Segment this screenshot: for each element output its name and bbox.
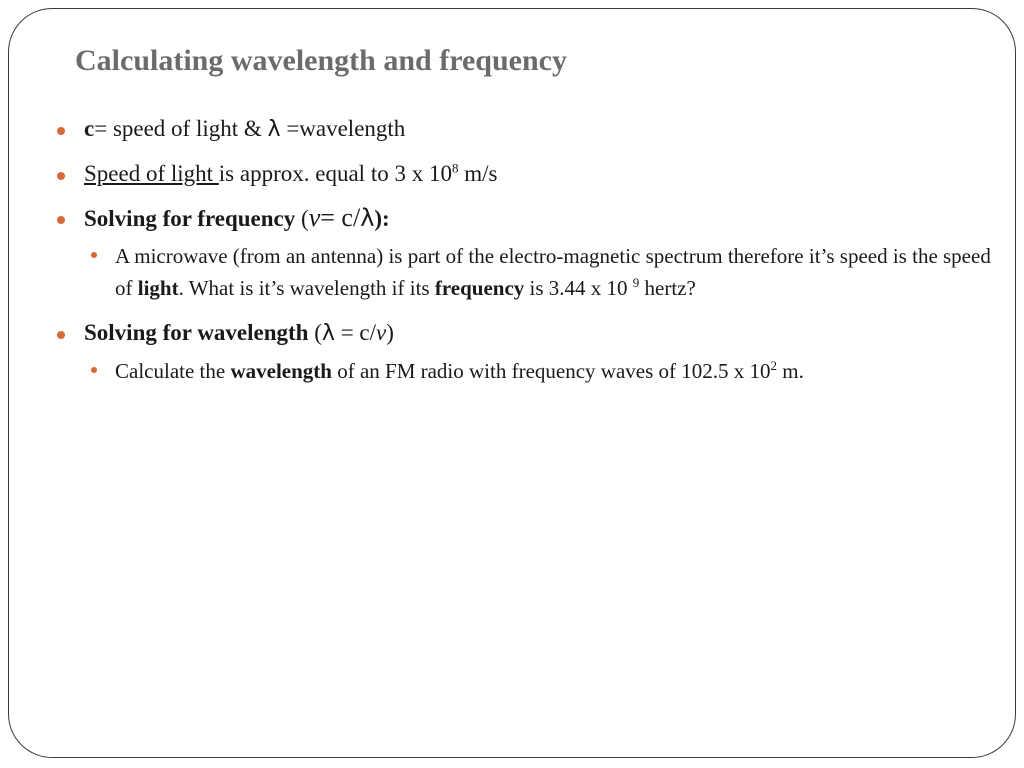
bullet-dot-icon	[57, 331, 65, 339]
sub3-text2: . What is it’s wavelength if its	[178, 276, 435, 300]
lambda-symbol: λ	[360, 204, 375, 232]
exponent: 9	[632, 275, 640, 290]
sub3-text3: is 3.44 x 10	[524, 276, 633, 300]
paren-open: (	[308, 320, 322, 345]
sub3-bold-frequency: frequency	[434, 276, 525, 300]
bullet-dot-icon	[57, 172, 65, 180]
lambda-symbol: λ	[321, 321, 335, 346]
sub3-bold-light: light	[137, 276, 179, 300]
heading-solving-frequency: Solving for frequency	[84, 206, 296, 231]
bullet-speed-of-light-value	[52, 159, 992, 189]
bullet-dot-icon	[57, 127, 65, 135]
sub-bullet-microwave-question	[84, 240, 992, 304]
sub3-text4: hertz?	[639, 276, 696, 300]
sub-bullet-fm-radio-question	[84, 355, 992, 387]
v-symbol: v	[376, 320, 387, 345]
v-symbol: v	[308, 203, 321, 232]
exponent: 2	[770, 358, 778, 373]
sub4-text1: Calculate the	[115, 359, 231, 383]
sub4-text3: m.	[777, 359, 804, 383]
c-symbol: c	[84, 116, 95, 141]
sub4-text2: of an FM radio with frequency waves of 102.5 x 10	[331, 359, 771, 383]
sub-list	[84, 240, 992, 304]
sub-list	[84, 355, 992, 387]
bullet-dot-icon	[91, 252, 97, 258]
sub4-bold-wavelength: wavelength	[230, 359, 332, 383]
bullet-solving-frequency	[52, 203, 992, 304]
bullet-speed-of-light-definition	[52, 114, 992, 145]
paren-open: (	[295, 206, 309, 231]
heading-solving-wavelength: Solving for wavelength	[84, 320, 309, 345]
slide-title: Calculating wavelength and frequency	[75, 44, 567, 77]
lambda-symbol: λ	[267, 117, 281, 142]
bullet-dot-icon	[57, 216, 65, 224]
bullet1-text: = speed of light &	[94, 116, 268, 141]
bullet2-text: is approx. equal to 3 x 10	[218, 161, 452, 186]
bullet1-tail: =wavelength	[280, 116, 406, 141]
paren-close: ):	[374, 206, 390, 231]
formula-eq: = c/	[334, 320, 377, 345]
sub3-text1: A microwave (from an antenna) is part of the electro-magnetic spectrum therefore it’s speed is the speed of	[115, 244, 991, 300]
bullet-list	[52, 114, 992, 401]
bullet-dot-icon	[91, 367, 97, 373]
formula-eq: = c/	[320, 203, 361, 232]
bullet2-unit: m/s	[458, 161, 498, 186]
bullet-solving-wavelength	[52, 318, 992, 387]
paren-close: )	[386, 320, 394, 345]
speed-of-light-underlined: Speed of light	[84, 161, 219, 186]
exponent: 8	[451, 160, 459, 176]
